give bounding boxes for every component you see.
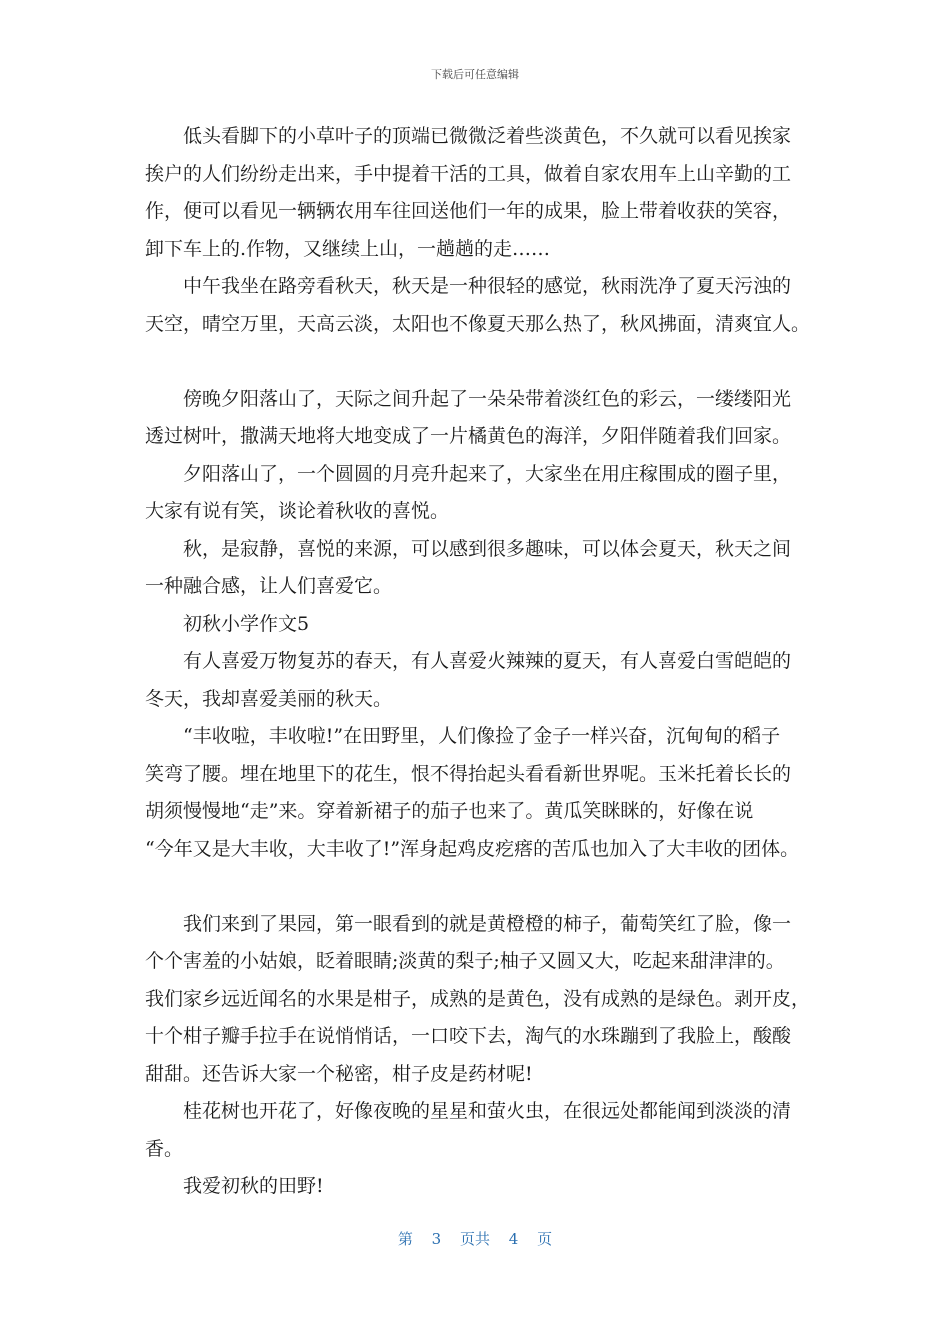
text-line: 透过树叶，撒满天地将大地变成了一片橘黄色的海洋，夕阳伴随着我们回家。 bbox=[145, 425, 792, 447]
text-line: 有人喜爱万物复苏的春天，有人喜爱火辣辣的夏天，有人喜爱白雪皑皑的 bbox=[183, 650, 792, 672]
paragraph bbox=[145, 456, 825, 531]
text-line: “今年又是大丰收，大丰收了!”浑身起鸡皮疙瘩的苦瓜也加入了大丰收的团体。 bbox=[145, 837, 800, 860]
text-line: 冬天，我却喜爱美丽的秋天。 bbox=[145, 687, 393, 710]
text-line: 桂花树也开花了，好像夜晚的星星和萤火虫，在很远处都能闻到淡淡的清 bbox=[183, 1100, 792, 1122]
page-number-footer: 第 3 页共 4 页 bbox=[397, 1230, 553, 1248]
text-line: 一种融合感，让人们喜爱它。 bbox=[145, 575, 393, 597]
text-line: 低头看脚下的小草叶子的顶端已微微泛着些淡黄色，不久就可以看见挨家 bbox=[183, 125, 792, 147]
text-line: 傍晚夕阳落山了，天际之间升起了一朵朵带着淡红色的彩云，一缕缕阳光 bbox=[183, 387, 792, 410]
paragraph bbox=[145, 643, 825, 718]
text-line: 胡须慢慢地“走”来。穿着新裙子的茄子也来了。黄瓜笑眯眯的，好像在说 bbox=[145, 800, 754, 822]
paragraph bbox=[145, 531, 825, 606]
paragraph bbox=[145, 118, 825, 268]
paragraph bbox=[145, 906, 825, 1094]
text-line: 个个害羞的小姑娘，眨着眼睛;淡黄的梨子;柚子又圆又大，吃起来甜津津的。 bbox=[145, 950, 785, 972]
text-line: 卸下车上的.作物，又继续上山，一趟趟的走…… bbox=[145, 237, 551, 260]
text-line: 中午我坐在路旁看秋天，秋天是一种很轻的感觉，秋雨洗净了夏天污浊的 bbox=[183, 275, 792, 297]
text-line: 十个柑子瓣手拉手在说悄悄话，一口咬下去，淘气的水珠蹦到了我脸上，酸酸 bbox=[145, 1025, 792, 1047]
document-body bbox=[145, 118, 825, 1206]
paragraph bbox=[145, 1168, 825, 1206]
text-line: 作，便可以看见一辆辆农用车往回送他们一年的成果，脸上带着收获的笑容， bbox=[145, 200, 792, 222]
text-line: 香。 bbox=[145, 1137, 184, 1160]
text-line: 我爱初秋的田野! bbox=[183, 1175, 324, 1197]
text-line: “丰收啦，丰收啦!”在田野里，人们像捡了金子一样兴奋，沉甸甸的稻子 bbox=[183, 725, 781, 747]
text-line: 夕阳落山了，一个圆圆的月亮升起来了，大家坐在用庄稼围成的圈子里， bbox=[183, 462, 792, 485]
section-title: 初秋小学作文5 bbox=[183, 612, 310, 635]
paragraph bbox=[145, 718, 825, 868]
text-line: 天空，晴空万里，天高云淡，太阳也不像夏天那么热了，秋风拂面，清爽宜人。 bbox=[145, 312, 811, 335]
text-line: 大家有说有笑，谈论着秋收的喜悦。 bbox=[145, 500, 450, 522]
paragraph bbox=[145, 381, 825, 456]
text-line: 笑弯了腰。埋在地里下的花生，恨不得抬起头看看新世界呢。玉米托着长长的 bbox=[145, 762, 792, 785]
text-line: 我们家乡远近闻名的水果是柑子，成熟的是黄色，没有成熟的是绿色。剥开皮， bbox=[145, 987, 811, 1010]
page-header: 下载后可任意编辑 bbox=[431, 68, 519, 81]
text-line: 我们来到了果园，第一眼看到的就是黄橙橙的柿子，葡萄笑红了脸，像一 bbox=[183, 912, 792, 935]
text-line: 秋，是寂静，喜悦的来源，可以感到很多趣味，可以体会夏天，秋天之间 bbox=[183, 537, 792, 560]
paragraph bbox=[145, 1093, 825, 1168]
text-line: 甜甜。还告诉大家一个秘密，柑子皮是药材呢! bbox=[145, 1062, 533, 1085]
text-line: 挨户的人们纷纷走出来，手中提着干活的工具，做着自家农用车上山辛勤的工 bbox=[145, 162, 792, 185]
paragraph bbox=[145, 268, 825, 343]
